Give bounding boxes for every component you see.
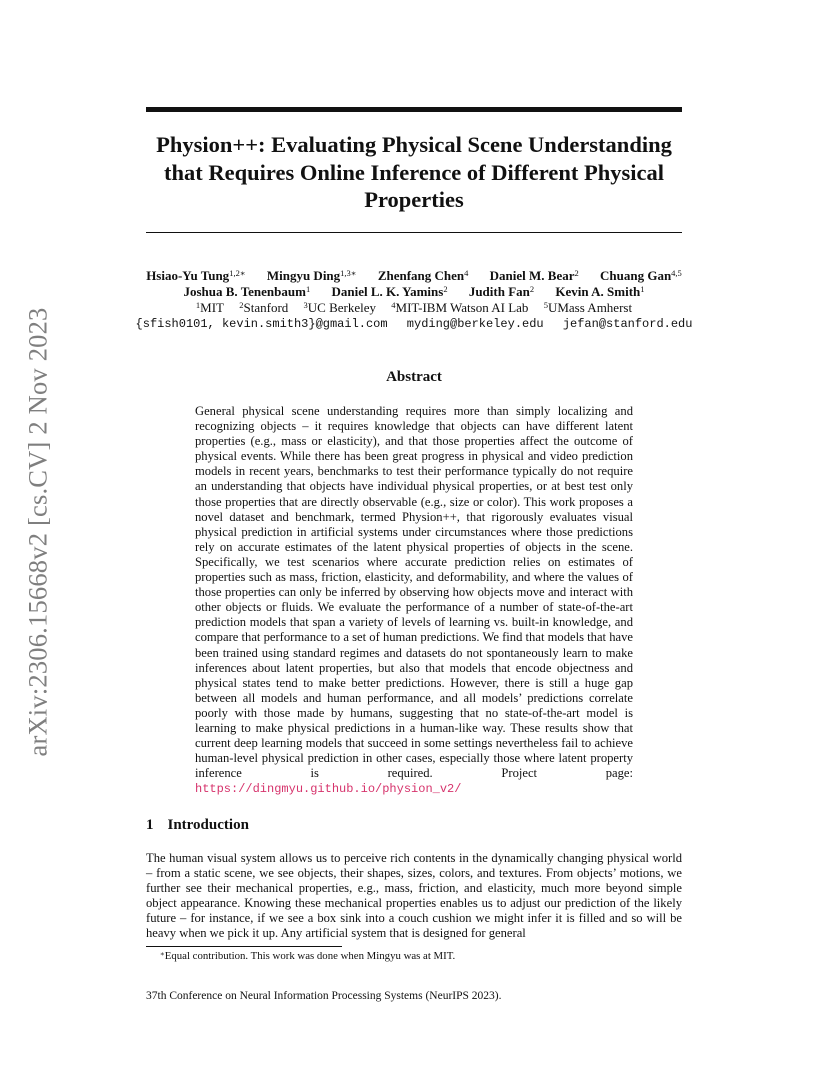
introduction-paragraph: The human visual system allows us to perceive rich contents in the dynamically changing physical world – from a static scene, we see objects, their shapes, sizes, colors, and textures. From objects’ motions, we further see their mechanical properties, e.g., mass, friction, and elasticity, much more beyond simple object appearance. Knowing these mechanical properties enables us to adjust our prediction of the likely future – for instance, if we see a box sink into a couch cushion we might infer it is filled and so will be heavy when we pick it up. Any artificial system that is designed for general: [146, 851, 682, 941]
author: Daniel L. K. Yamins$^2$: [331, 284, 448, 299]
email: jefan@stanford.edu: [562, 317, 693, 331]
author-block: [120, 268, 708, 332]
affiliation: $^5$UMass Amherst: [543, 300, 633, 315]
abstract-body: [195, 404, 633, 797]
title-top-rule: [146, 107, 682, 112]
affiliations: [120, 300, 708, 316]
footnote-text: Equal contribution. This work was done when Mingyu was at MIT.: [164, 950, 456, 962]
author: Mingyu Ding$^{1,3∗}$: [266, 268, 357, 283]
section-title: Introduction: [167, 817, 249, 833]
author: Zhenfang Chen$^4$: [377, 268, 469, 283]
author: Joshua B. Tenenbaum$^1$: [183, 284, 311, 299]
email: myding@berkeley.edu: [406, 317, 544, 331]
affiliation: $^1$MIT: [195, 300, 224, 315]
paper-title: Physion++: Evaluating Physical Scene Understanding that Requires Online Inference of Different Physical Properties: [156, 132, 672, 212]
section-heading-introduction: [146, 817, 249, 834]
title-bottom-rule: [146, 232, 682, 233]
author: Daniel M. Bear$^2$: [489, 268, 579, 283]
abstract-heading: Abstract: [386, 369, 442, 385]
author-emails: [120, 316, 708, 332]
conference-note: 37th Conference on Neural Information Processing Systems (NeurIPS 2023).: [146, 990, 502, 1002]
author-row-1: [120, 268, 708, 284]
project-page-link[interactable]: https://dingmyu.github.io/physion_v2/: [195, 782, 462, 797]
author: Hsiao-Yu Tung$^{1,2∗}$: [146, 268, 246, 283]
arxiv-identifier: arXiv:2306.15668v2 [cs.CV] 2 Nov 2023: [22, 307, 53, 757]
abstract-text: General physical scene understanding requires more than simply localizing and recognizing objects – it requires knowledge that objects can have different latent properties (e.g., mass or elasticity), and that those properties affect the outcome of physical events. While there has been great progress in physical and video prediction models in recent years, benchmarks to test their performance typically do not require an understanding that objects have individual physical properties, or at best test only those properties that are directly observable (e.g., size or color). This work proposes a novel dataset and benchmark, termed Physion++, that rigorously evaluates visual physical prediction in artificial systems under circumstances where those predictions rely on accurate estimates of the latent physical properties of objects in the scene. Specifically, we test scenarios where accurate prediction relies on estimates of properties such as mass, friction, elasticity, and deformability, and where the values of those properties can only be inferred by observing how objects move and interact with other objects or fluids. We evaluate the performance of a number of state-of-the-art prediction models that span a variety of levels of learning vs. built-in knowledge, and compare that performance to a set of human predictions. We find that models that have been trained using standard regimes and datasets do not spontaneously learn to make inferences about latent properties, but also that models that encode objectness and physical states tend to make better predictions. However, there is still a huge gap between all models and human performance, and all models’ predictions correlate poorly with those made by humans, suggesting that no state-of-the-art model is learning to make physical predictions in a human-like way. These results show that current deep learning models that succeed in some settings nevertheless fail to achieve human-level physical prediction in other cases, especially those where latent property inference is required. Project page:: [195, 404, 633, 781]
author: Chuang Gan$^{4,5}$: [600, 268, 682, 283]
author: Kevin A. Smith$^1$: [555, 284, 645, 299]
author-row-2: [120, 284, 708, 300]
affiliation: $^3$UC Berkeley: [303, 300, 377, 315]
section-number: 1: [146, 817, 154, 833]
email: {sfish0101, kevin.smith3}@gmail.com: [135, 317, 388, 331]
affiliation: $^2$Stanford: [239, 300, 289, 315]
footnote-marker: ∗: [160, 950, 165, 958]
author: Judith Fan$^2$: [468, 284, 535, 299]
footnote: [160, 950, 455, 962]
affiliation: $^4$MIT-IBM Watson AI Lab: [391, 300, 529, 315]
footnote-rule: [146, 946, 342, 947]
